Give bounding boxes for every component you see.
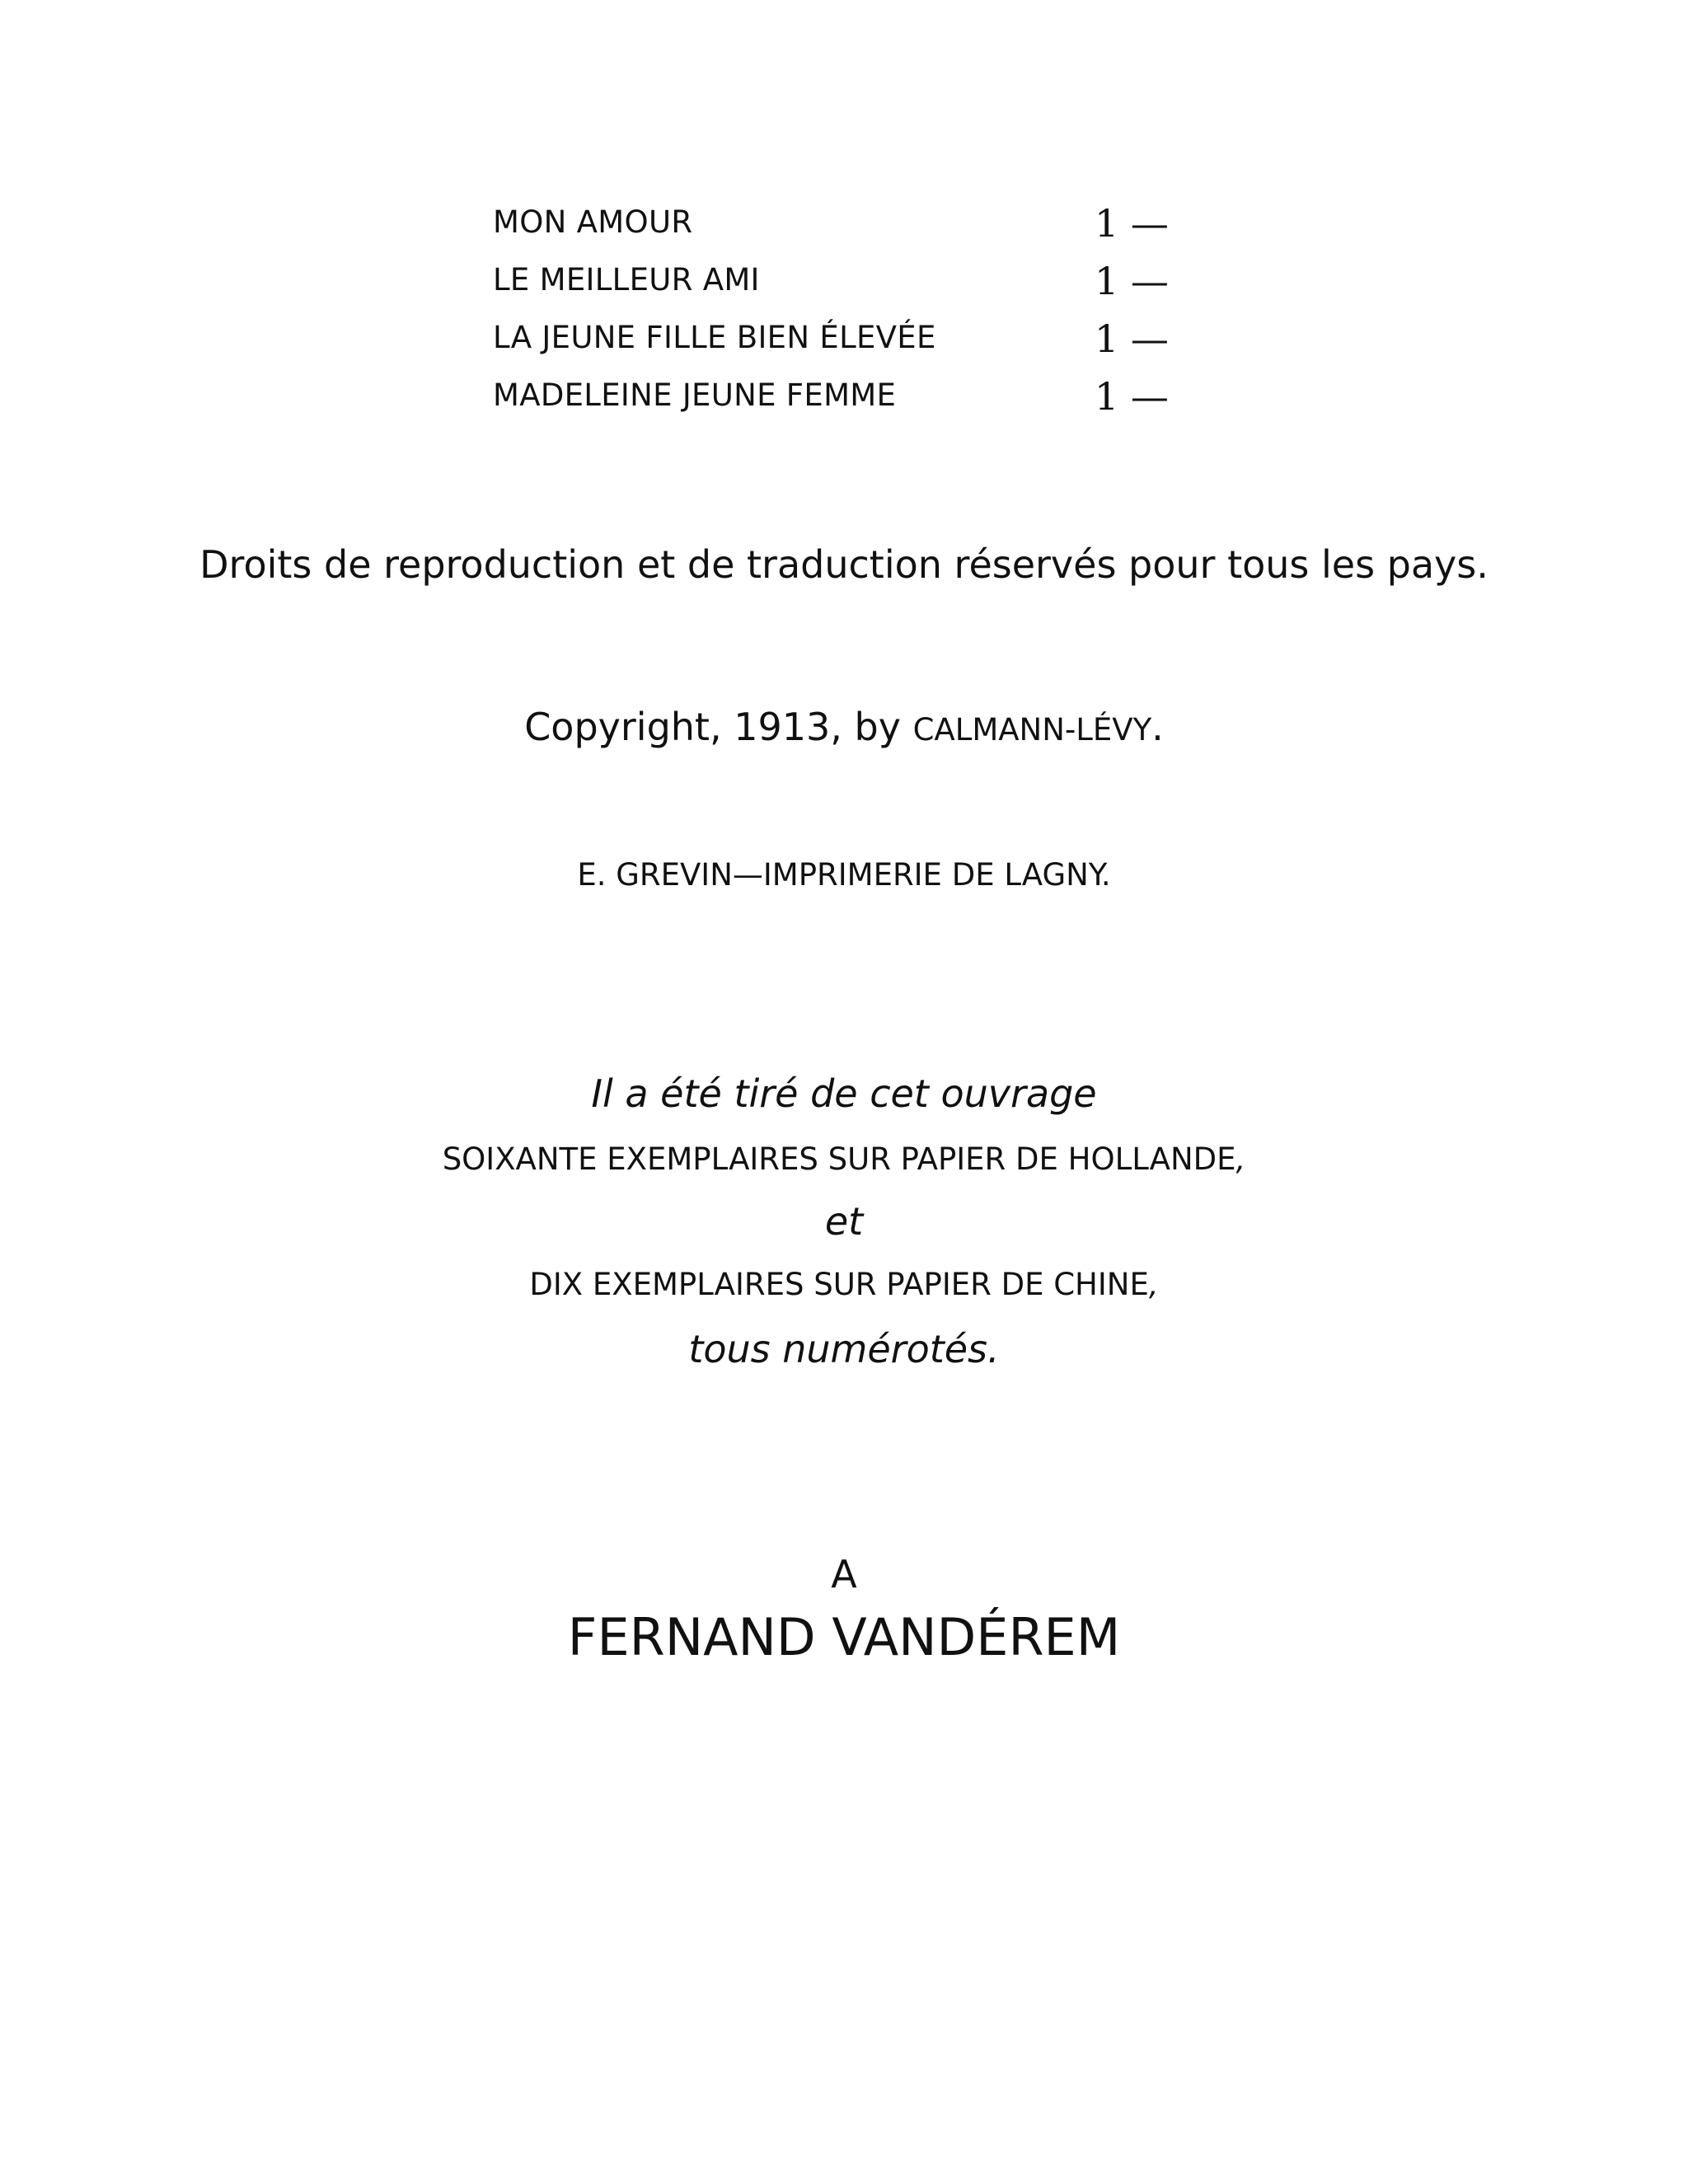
edition-note-china: [0, 1267, 1688, 1302]
edition-note-intro: Il a été tiré de cet ouvrage: [591, 1071, 1097, 1116]
edition-note-comma: ,: [1148, 1267, 1159, 1302]
book-title: LA JEUNE FILLE BIEN ÉLEVÉE: [493, 320, 936, 355]
book-title: LE MEILLEUR AMI: [493, 262, 760, 298]
book-volume-count: 1 —: [1095, 201, 1169, 246]
book-row: [493, 313, 1185, 371]
edition-note-china-text: DIX EXEMPLAIRES SUR PAPIER DE CHINE: [529, 1267, 1149, 1302]
dedication-name: FERNAND VANDÉREM: [567, 1607, 1121, 1667]
book-volume-count: 1 —: [1095, 259, 1169, 303]
book-list: [493, 198, 1185, 429]
copyright-prefix: Copyright, 1913, by: [524, 705, 913, 749]
book-volume-count: 1 —: [1095, 374, 1169, 419]
book-row: [493, 198, 1185, 255]
rights-notice: Droits de reproduction et de traduction réservés pour tous les pays.: [199, 542, 1489, 587]
copyright-suffix: .: [1151, 705, 1164, 749]
edition-note-comma: ,: [1236, 1141, 1246, 1177]
book-row: [493, 371, 1185, 429]
edition-note-holland: [0, 1141, 1688, 1177]
book-title: MADELEINE JEUNE FEMME: [493, 377, 897, 413]
dedication-to: A: [831, 1552, 857, 1596]
edition-note-holland-text: SOIXANTE EXEMPLAIRES SUR PAPIER DE HOLLANDE: [442, 1141, 1236, 1177]
publisher-name: CALMANN-LÉVY: [912, 712, 1152, 748]
book-row: [493, 255, 1185, 313]
edition-note-conjunction: et: [824, 1199, 864, 1244]
book-title: MON AMOUR: [493, 204, 693, 240]
edition-note-numbered: tous numérotés.: [688, 1327, 1000, 1371]
book-volume-count: 1 —: [1095, 316, 1169, 361]
printer-line: E. GREVIN—IMPRIMERIE DE LAGNY.: [577, 857, 1111, 893]
copyright-line: [0, 705, 1688, 749]
